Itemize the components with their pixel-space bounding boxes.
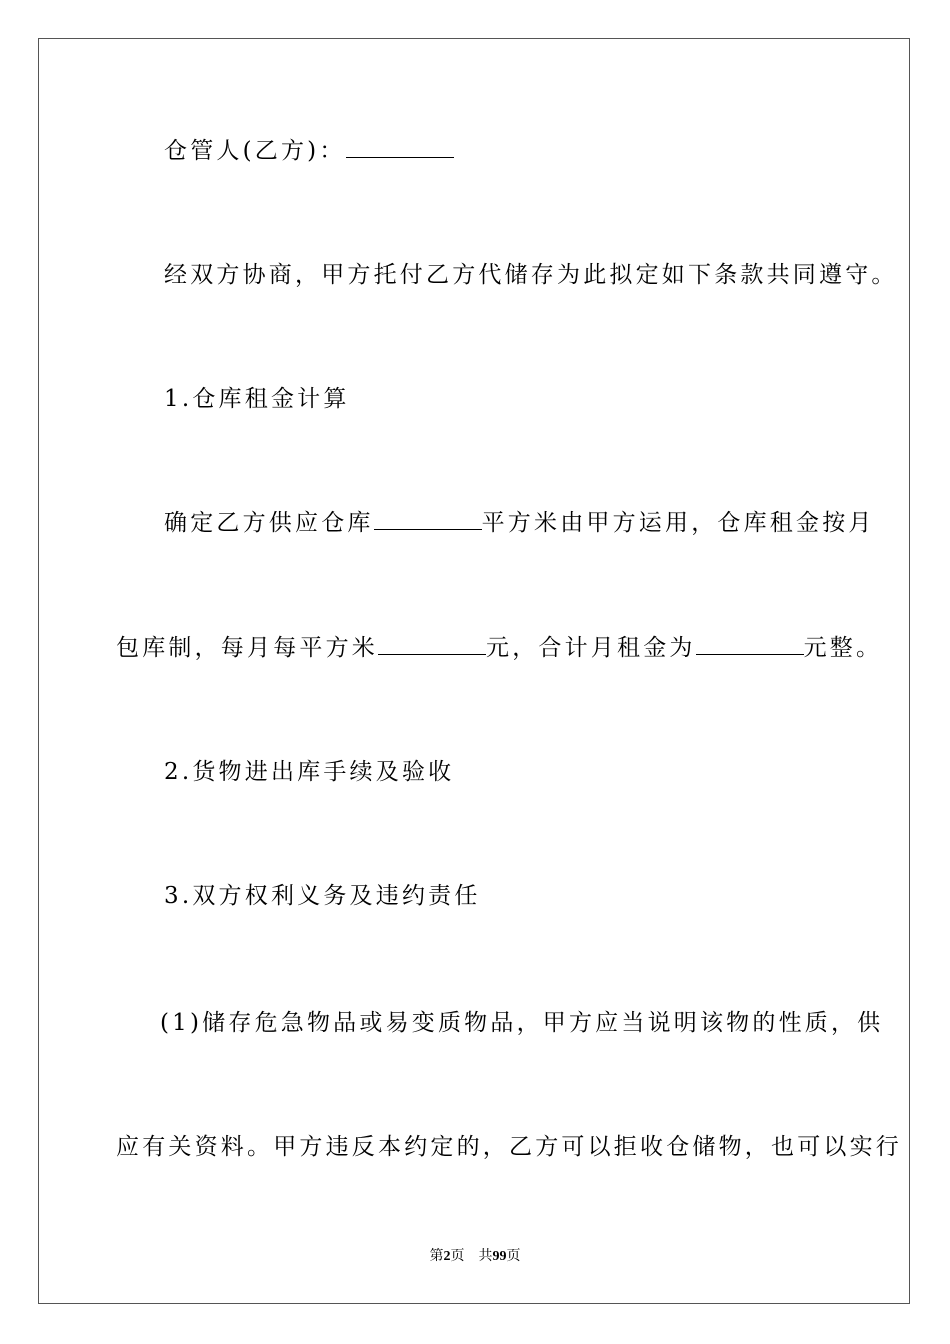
section-3-text: 3.双方权利义务及违约责任 xyxy=(164,883,481,909)
current-page-number: 2 xyxy=(443,1249,451,1264)
rent-text-a: 确定乙方供应仓库 xyxy=(164,510,374,536)
section-1-text: 1.仓库租金计算 xyxy=(164,386,350,412)
clause-1-line-1 xyxy=(160,1008,883,1038)
total-page-number: 99 xyxy=(492,1249,507,1264)
total-prefix: 共 xyxy=(478,1248,493,1264)
clause-1-line-2 xyxy=(116,1132,902,1162)
rent-paragraph-line-1 xyxy=(164,508,875,538)
intro-paragraph xyxy=(164,260,898,290)
page-border xyxy=(38,38,910,1304)
rent-text-d: 元，合计月租金为 xyxy=(486,635,696,661)
rent-text-c: 包库制，每月每平方米 xyxy=(116,635,378,661)
signature-blank[interactable] xyxy=(346,137,454,158)
warehouse-keeper-line xyxy=(164,136,454,166)
intro-text: 经双方协商，甲方托付乙方代储存为此拟定如下条款共同遵守。 xyxy=(164,262,898,288)
section-1-heading xyxy=(164,384,350,414)
section-2-text: 2.货物进出库手续及验收 xyxy=(164,759,455,785)
section-3-heading xyxy=(164,881,481,911)
section-2-heading xyxy=(164,757,454,787)
page-suffix: 页 xyxy=(450,1248,465,1264)
monthly-rent-blank[interactable] xyxy=(696,634,804,655)
warehouse-keeper-label: 仓管人(乙方)： xyxy=(164,138,346,164)
unit-price-blank[interactable] xyxy=(378,634,486,655)
clause-1-text-a: (1)储存危急物品或易变质物品，甲方应当说明该物的性质，供 xyxy=(160,1010,884,1036)
rent-paragraph-line-2 xyxy=(116,633,882,663)
total-suffix: 页 xyxy=(506,1248,521,1264)
rent-text-e: 元整。 xyxy=(803,635,883,661)
area-blank[interactable] xyxy=(374,509,482,530)
clause-1-text-b: 应有关资料。甲方违反本约定的，乙方可以拒收仓储物，也可以实行 xyxy=(116,1134,902,1160)
page-footer xyxy=(0,1246,950,1267)
page-prefix: 第 xyxy=(429,1248,444,1264)
rent-text-b: 平方米由甲方运用，仓库租金按月 xyxy=(481,510,875,536)
